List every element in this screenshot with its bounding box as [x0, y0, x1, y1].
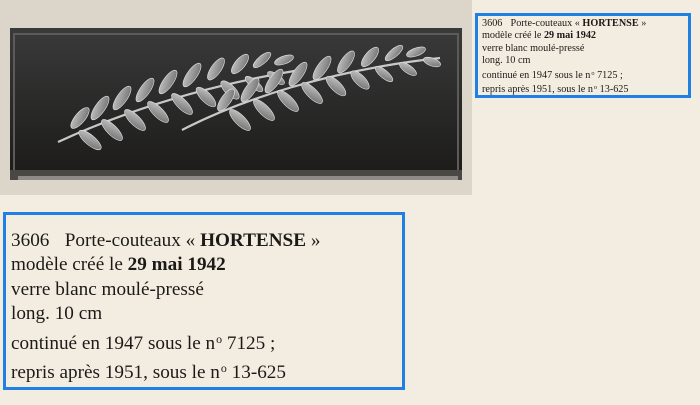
item-name: HORTENSE [200, 230, 307, 251]
caption-line-length: long. 10 cm [482, 55, 531, 67]
caption-line-material: verre blanc moulé-pressé [482, 42, 585, 54]
item-name: HORTENSE [582, 18, 639, 29]
close-quote: » [310, 230, 321, 251]
caption-line-created [11, 253, 402, 277]
item-name-prefix: Porte-couteaux [64, 230, 181, 251]
ordinal-mark: o [591, 69, 595, 77]
caption-line-title [11, 229, 402, 253]
continued-prefix: continué en 1947 sous le n [482, 69, 591, 81]
knife-rest-glass-illustration [0, 0, 472, 195]
created-prefix: modèle créé le [482, 30, 542, 42]
ordinal-mark: o [593, 84, 598, 92]
caption-line-resumed [482, 82, 688, 97]
continued-ref: 7125 ; [226, 332, 276, 354]
resumed-prefix: repris après 1951, sous le n [11, 361, 220, 383]
item-number: 3606 [11, 230, 50, 251]
open-quote: « [574, 18, 580, 29]
continued-prefix: continué en 1947 sous le n [11, 332, 216, 354]
created-date: 29 mai 1942 [543, 30, 597, 42]
caption-line-resumed [11, 356, 402, 385]
caption-box-small [475, 13, 691, 98]
close-quote: » [641, 18, 647, 29]
continued-ref: 7125 ; [597, 69, 623, 81]
ordinal-mark: o [220, 360, 227, 375]
caption-line-length: long. 10 cm [11, 303, 103, 325]
open-quote: « [185, 230, 196, 251]
caption-line-title [482, 18, 688, 30]
ordinal-mark: o [216, 331, 223, 346]
item-name-prefix: Porte-couteaux [510, 18, 573, 29]
resumed-ref: 13-625 [599, 84, 629, 96]
caption-line-continued [11, 327, 402, 356]
caption-line-created [482, 30, 688, 42]
caption-box-enlarged [3, 212, 405, 390]
resumed-ref: 13-625 [231, 361, 286, 383]
item-number: 3606 [482, 18, 503, 29]
caption-line-material: verre blanc moulé-pressé [11, 278, 204, 300]
product-photo [0, 0, 472, 195]
created-prefix: modèle créé le [11, 254, 123, 276]
created-date: 29 mai 1942 [127, 254, 226, 276]
caption-line-continued [482, 68, 688, 83]
resumed-prefix: repris après 1951, sous le n [482, 84, 593, 96]
